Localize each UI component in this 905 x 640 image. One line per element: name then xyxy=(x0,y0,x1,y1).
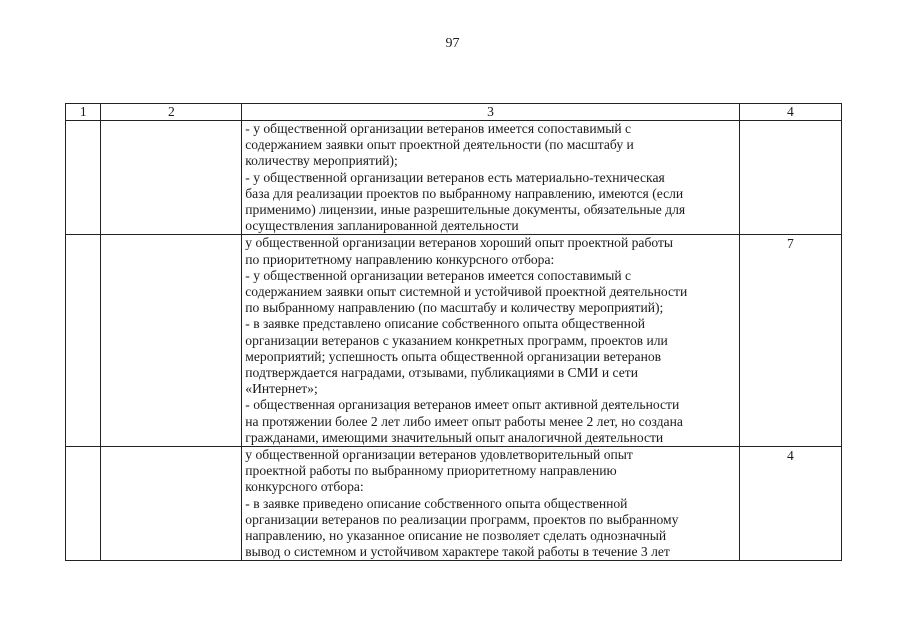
header-col-1: 1 xyxy=(66,104,101,121)
criteria-text-line: по приоритетному направлению конкурсного отбора: xyxy=(245,251,555,267)
criteria-text-line: организации ветеранов по реализации программ, проектов по выбранному xyxy=(245,511,679,527)
score-value: 7 xyxy=(786,236,794,252)
criteria-text-line: по выбранному направлению (по масштабу и количеству мероприятий); xyxy=(245,300,664,316)
header-col-3: 3 xyxy=(242,104,739,121)
table-row xyxy=(66,121,842,235)
criteria-text-line: проектной работы по выбранному приоритетному направлению xyxy=(245,463,617,479)
criteria-text-cell xyxy=(242,121,739,235)
criteria-text-cell xyxy=(242,235,739,447)
criteria-text-line: - у общественной организации ветеранов есть материально-техническая xyxy=(245,169,665,185)
page-number: 97 xyxy=(445,36,460,51)
criteria-text-line: конкурсного отбора: xyxy=(245,479,364,495)
criteria-text-line: содержанием заявки опыт системной и устойчивой проектной деятельности xyxy=(245,284,688,300)
row-col-2-cell xyxy=(101,235,242,447)
criteria-text-line: количеству мероприятий); xyxy=(245,153,398,169)
score-cell xyxy=(739,447,841,561)
criteria-table xyxy=(65,103,842,561)
criteria-text-line: вывод о системном и устойчивом характере такой работы в течение 3 лет xyxy=(245,544,670,560)
table-row xyxy=(66,235,842,447)
score-value xyxy=(743,121,838,122)
row-col-1-cell xyxy=(66,447,101,561)
criteria-text-line: база для реализации проектов по выбранному направлению, имеются (если xyxy=(245,185,684,201)
criteria-text-line: - у общественной организации ветеранов имеется сопоставимый с xyxy=(245,267,632,283)
criteria-text-line: применимо) лицензии, иные разрешительные документы, обязательные для xyxy=(245,202,686,218)
table-row xyxy=(66,447,842,561)
table-header-row xyxy=(66,104,842,121)
criteria-text-line: мероприятий; успешность опыта общественной организации ветеранов xyxy=(245,348,662,364)
score-cell xyxy=(739,235,841,447)
row-col-1-cell xyxy=(66,235,101,447)
row-col-1-cell xyxy=(66,121,101,235)
criteria-text-line: у общественной организации ветеранов хороший опыт проектной работы xyxy=(245,235,674,251)
criteria-text-line: осуществления запланированной деятельности xyxy=(245,218,519,234)
criteria-text-line: организации ветеранов с указанием конкретных программ, проектов или xyxy=(245,332,668,348)
criteria-text-line: - в заявке представлено описание собственного опыта общественной xyxy=(245,316,646,332)
criteria-text-line: - у общественной организации ветеранов имеется сопоставимый с xyxy=(245,121,632,136)
row-col-2-cell xyxy=(101,447,242,561)
score-cell xyxy=(739,121,841,235)
header-col-2: 2 xyxy=(101,104,242,121)
criteria-text-line: гражданами, имеющими значительный опыт аналогичной деятельности xyxy=(245,429,664,445)
criteria-text-line: направлению, но указанное описание не позволяет сделать однозначный xyxy=(245,528,667,544)
row-col-2-cell xyxy=(101,121,242,235)
criteria-text-line: - в заявке приведено описание собственного опыта общественной xyxy=(245,495,628,511)
criteria-text-line: у общественной организации ветеранов удовлетворительный опыт xyxy=(245,447,633,463)
criteria-text-line: - общественная организация ветеранов имеет опыт активной деятельности xyxy=(245,397,680,413)
criteria-text-line: содержанием заявки опыт проектной деятельности (по масштабу и xyxy=(245,137,634,153)
header-col-4: 4 xyxy=(739,104,841,121)
criteria-text-line: «Интернет»; xyxy=(245,381,318,397)
criteria-text-line: на протяжении более 2 лет либо имеет опыт работы менее 2 лет, но создана xyxy=(245,413,683,429)
criteria-text-cell xyxy=(242,447,739,561)
score-value: 4 xyxy=(786,448,794,464)
criteria-text-line: подтверждается наградами, отзывами, публикациями в СМИ и сети xyxy=(245,365,638,381)
